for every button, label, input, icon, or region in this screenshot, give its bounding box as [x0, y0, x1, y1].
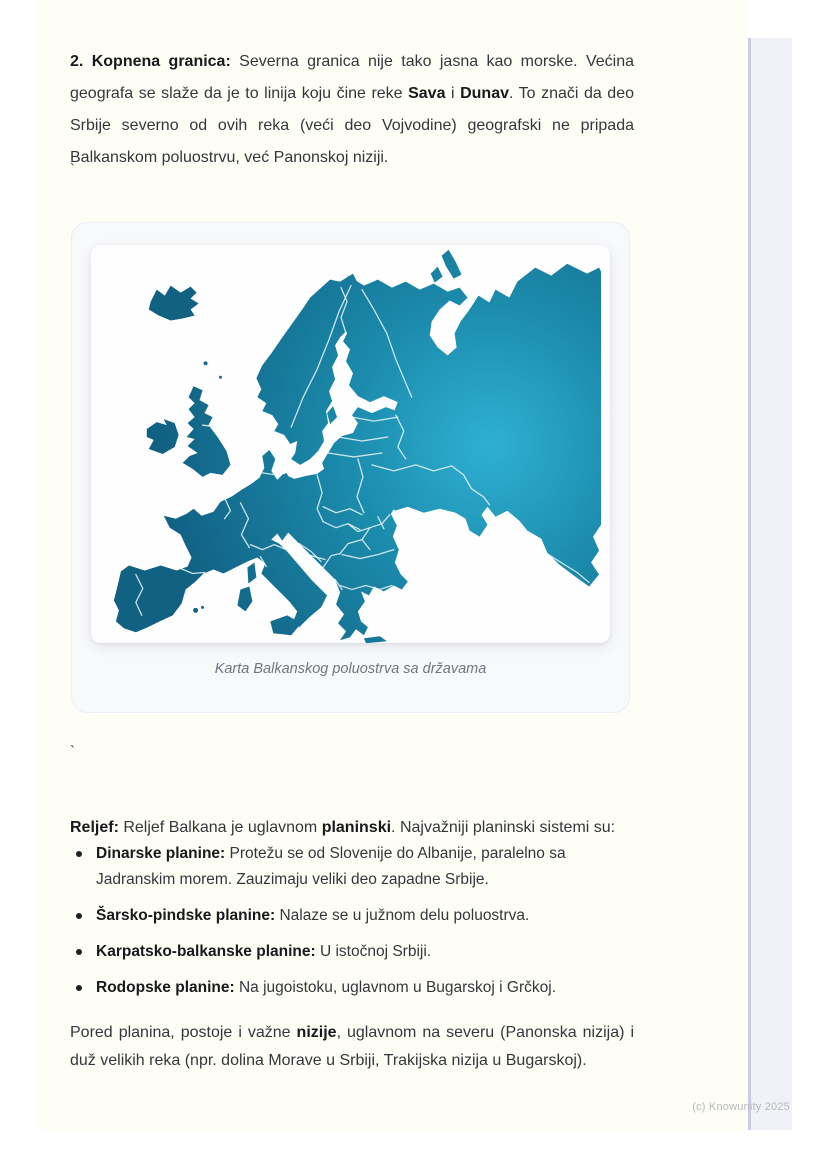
copyright-footer: (c) Knowunity 2025 [692, 1101, 790, 1113]
text-segment: Reljef: [70, 819, 124, 836]
text-segment: U istočnoj Srbiji. [319, 943, 432, 960]
text-segment: Protežu se od Slovenije do Albanije, paralelno sa Jadranskim morem. Zauzimaju veliki deo zapadne Srbije. [96, 845, 566, 888]
list-item-text [96, 943, 431, 960]
text-segment: Šarsko-pindske planine: [96, 907, 280, 924]
text-segment: Sava [408, 85, 446, 102]
stray-backtick-1: ` [70, 161, 75, 178]
landmasses [114, 250, 601, 643]
text-segment: Rodopske planine: [96, 979, 239, 996]
text-segment: nizije [296, 1024, 337, 1041]
plains-paragraph [70, 1019, 634, 1075]
text-segment: . Najvažniji planinski sistemi su: [391, 819, 616, 836]
bullet-dot-icon [76, 851, 82, 857]
list-item-karpatsko-balkanske-planine [70, 939, 622, 965]
list-item-rodopske-planine [70, 975, 622, 1001]
relief-paragraph [70, 814, 634, 842]
text-segment: Dunav [460, 85, 509, 102]
list-item-dinarske-planine [70, 841, 622, 893]
europe-map-image [91, 245, 610, 643]
bullet-dot-icon [76, 949, 82, 955]
text-segment: Nalaze se u južnom delu poluostrva. [279, 907, 530, 924]
list-item-text [96, 907, 529, 924]
document-page [36, 0, 748, 1130]
text-segment: Karpatsko-balkanske planine: [96, 943, 320, 960]
text-segment: Dinarske planine: [96, 845, 230, 862]
text-segment: planinski [321, 819, 392, 836]
text-segment: . To znači da deo Srbije severno od ovih reka (veći deo Vojvodine) geografski ne pripada Balkanskom poluostrvu, već Panonskoj niziji. [70, 85, 634, 166]
text-segment: Na jugoistoku, uglavnom u Bugarskoj i Grčkoj. [238, 979, 557, 996]
list-item-sarsko-pindske-planine [70, 903, 622, 929]
map-figure-card [71, 222, 630, 713]
scrollbar-track[interactable] [748, 38, 792, 1130]
text-segment: Reljef Balkana je uglavnom [123, 819, 322, 836]
text-segment: Pored planina, postoje i važne [70, 1024, 297, 1041]
relief-list [70, 841, 622, 1011]
stray-backtick-2: ` [70, 743, 75, 760]
figure-caption: Karta Balkanskog poluostrva sa državama [214, 661, 487, 677]
intro-paragraph [70, 46, 634, 174]
text-segment: i [445, 85, 461, 102]
text-segment: , uglavnom na severu (Panonska nizija) i duž velikih reka (npr. dolina Morave u Srbiji, Trakijska nizija u Bugarskoj). [70, 1024, 634, 1069]
bullet-dot-icon [76, 985, 82, 991]
list-item-text [96, 979, 556, 996]
bullet-dot-icon [76, 913, 82, 919]
map-image-card [91, 245, 610, 643]
list-item-text [96, 845, 566, 888]
text-segment: Severna granica nije tako jasna kao morske. Većina geografa se slaže da je to linija koju čine reke [70, 53, 634, 102]
text-segment: 2. Kopnena granica: [70, 53, 240, 70]
